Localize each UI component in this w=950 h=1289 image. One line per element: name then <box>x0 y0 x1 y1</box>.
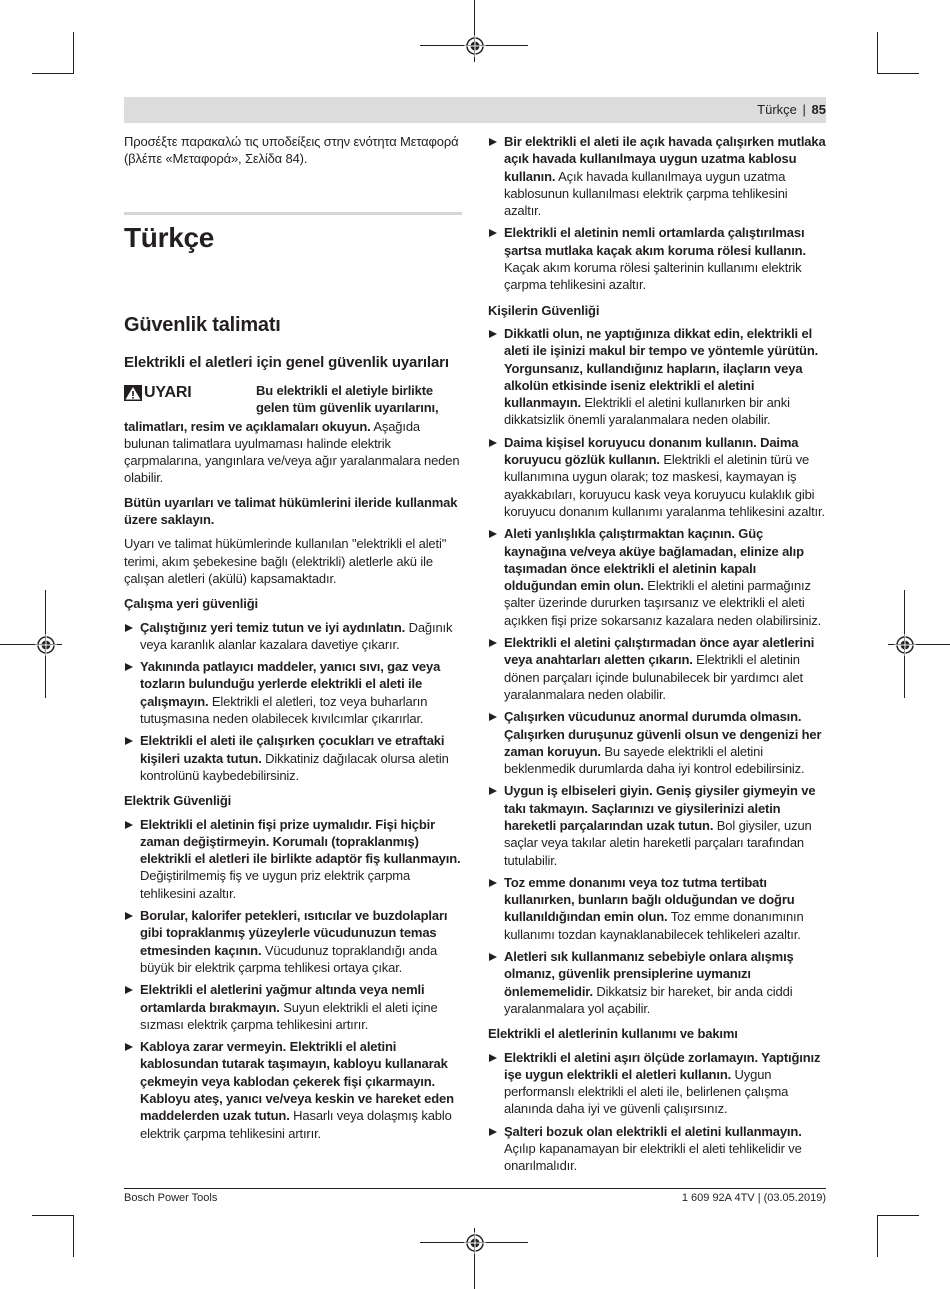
warning-triangle-icon <box>124 385 142 401</box>
general-warnings-heading: Elektrikli el aletleri için genel güvenlik uyarıları <box>124 353 449 371</box>
item-text: Değiştirilmemiş fiş ve uygun priz elektrik çarpma tehlikesini azaltır. <box>140 868 411 901</box>
item-text: Suyun elektrikli el aleti içine sızması elektrik çarpma tehlikesini artırır. <box>140 999 438 1032</box>
crop-mark <box>32 1215 74 1216</box>
list-item <box>488 708 826 777</box>
crop-mark <box>877 1215 878 1257</box>
footer-brand: Bosch Power Tools <box>124 1192 218 1204</box>
electric-heading: Elektrik Güvenliği <box>124 793 232 809</box>
usage-list <box>488 1049 826 1175</box>
registration-target-icon <box>464 1232 486 1254</box>
item-text: Kaçak akım koruma rölesi şalterinin kullanımı elektrik çarpma tehlikesini azaltır. <box>504 260 802 293</box>
electric-list-continued <box>488 133 826 294</box>
item-bold: Elektrikli el aletini aşırı ölçüde zorlamayın. Yaptığınız işe uygun elektrikli el aletleri kullanın. <box>504 1049 821 1082</box>
electric-list <box>124 816 462 1142</box>
warning-block <box>124 382 462 415</box>
language-title: Türkçe <box>124 221 215 253</box>
list-item <box>488 782 826 868</box>
crop-mark <box>877 73 919 74</box>
registration-target-icon <box>894 634 916 656</box>
list-item <box>488 1123 826 1175</box>
item-bold: Çalıştığınız yeri temiz tutun ve iyi aydınlatın. <box>140 619 406 635</box>
item-bold: Elektrikli el aleti ile çalışırken çocukları ve etraftaki kişileri uzakta tutun. <box>140 733 445 766</box>
warning-label: UYARI <box>144 383 192 401</box>
item-bold: Elektrikli el aletinin nemli ortamlarda çalıştırılması şartsa mutlaka kaçak akım koruma rölesi kullanın. <box>504 225 806 258</box>
header-band <box>124 97 826 123</box>
item-bold: Borular, kalorifer petekleri, ısıtıcılar ve buzdolapları gibi topraklanmış yüzeylerle vücudunuzun temas etmesinden kaçının. <box>140 908 448 958</box>
warning-badge <box>124 384 192 402</box>
list-item <box>488 224 826 293</box>
item-bold: Kabloya zarar vermeyin. Elektrikli el aletini kablosundan tutarak taşımayın, kabloyu kullanarak çekmeyin veya kablodan çekerek fişi çıkarmayın. Kabloyu ateş, yanıcı ve/veya keskin ve hareket eden maddelerden uzak tutun. <box>140 1039 454 1124</box>
item-text: Elektrikli el aletini kullanırken bir anki dikkatsizlik önemli yaralanmalara neden olabilir. <box>504 395 790 428</box>
warning-text <box>124 418 462 487</box>
item-text: Bu sayede elektrikli el aletini beklenmedik durumlarda daha iyi kontrol edebilirsiniz. <box>504 743 805 777</box>
personal-heading: Kişilerin Güvenliği <box>488 302 600 318</box>
item-bold: Aleti yanlışlıkla çalıştırmaktan kaçının. Güç kaynağına ve/veya aküye bağlamadan, elinize alıp taşımadan önce elektrikli el aletinin kapalı olduğundan emin olun. <box>504 526 804 594</box>
item-bold: Elektrikli el aletini çalıştırmadan önce ayar aletlerini veya anahtarları aletten çıkarın. <box>504 635 815 668</box>
usage-heading: Elektrikli el aletlerinin kullanımı ve bakımı <box>488 1026 738 1042</box>
item-bold: Yakınında patlayıcı maddeler, yanıcı sıvı, gaz veya tozların bulunduğu yerlerde elektrikli el aleti ile çalışmayın. <box>140 659 441 709</box>
greek-note: Προσέξτε παρακαλώ τις υποδείξεις στην ενότητα Μεταφορά (βλέπε «Μεταφορά», Σελίδα 84). <box>124 134 459 167</box>
item-bold: Bir elektrikli el aleti ile açık havada çalışırken mutlaka açık havada kullanılmaya uygun uzatma kablosu kullanın. <box>504 134 826 184</box>
list-item <box>124 907 462 976</box>
section-title: Güvenlik talimatı <box>124 313 281 336</box>
warning-bold-line: Bu elektrikli el aletiyle birlikte gelen tüm güvenlik uyarılarını, <box>256 382 439 415</box>
item-text: Dikkatsiz bir hareket, bir anda ciddi yaralanmalara yol açabilir. <box>504 983 793 1016</box>
list-item <box>488 874 826 943</box>
item-text: Toz emme donanımının kullanımı tozdan kaynaklanabilecek tehlikeleri azaltır. <box>504 909 804 942</box>
item-bold: Çalışırken vücudunuz anormal durumda olmasın. Çalışırken duruşunuz güvenli olsun ve dengenizi her zaman koruyun. <box>504 709 822 759</box>
list-item <box>124 658 462 727</box>
list-item <box>124 619 462 654</box>
term-definition: Uyarı ve talimat hükümlerinde kullanılan "elektrikli el aleti" terimi, akım şebekesine bağlı (elektrikli) aletlerle akü ile çalışan aletleri (akülü) kapsamaktadır. <box>124 536 447 586</box>
item-bold: Elektrikli el aletlerini yağmur altında veya nemli ortamlarda bırakmayın. <box>140 982 425 1015</box>
list-item <box>488 525 826 629</box>
item-text: Uygun performanslı elektrikli el aleti ile, belirlenen çalışma alanında daha iyi ve güvenli çalışırsınız. <box>504 1066 789 1117</box>
list-item <box>124 816 462 902</box>
workarea-heading: Çalışma yeri güvenliği <box>124 596 258 612</box>
registration-target-icon <box>35 634 57 656</box>
header-separator: | <box>802 102 806 117</box>
list-item <box>488 948 826 1017</box>
crop-mark <box>73 32 74 74</box>
keep-instructions: Bütün uyarıları ve talimat hükümlerini ileride kullanmak üzere saklayın. <box>124 494 458 528</box>
item-text: Elektrikli el aletini parmağınız şalter üzerinde dururken taşırsanız ve elektrikli el aleti açıkken fişi prize sokarsanız kazalara neden olabilirsiniz. <box>504 578 822 628</box>
section-rule <box>124 212 462 215</box>
page-number: 85 <box>811 102 826 117</box>
list-item <box>124 1038 462 1142</box>
item-bold: Daima kişisel koruyucu donanım kullanın. Daima koruyucu gözlük kullanın. <box>504 434 799 468</box>
item-bold: Aletleri sık kullanmanız sebebiyle onlara alışmış olmanız, güvenlik prensiplerine uymanızı önlememelidir. <box>504 949 794 999</box>
item-text: Açık havada kullanılmaya uygun uzatma kablosunun kullanılması elektrik çarpma tehlikesini azaltır. <box>504 168 788 219</box>
list-item <box>488 434 826 520</box>
item-text: Dağınık veya karanlık alanlar kazalara davetiye çıkarır. <box>140 619 453 652</box>
footer-docref: 1 609 92A 4TV | (03.05.2019) <box>681 1192 826 1204</box>
item-bold: Dikkatli olun, ne yaptığınıza dikkat edin, elektrikli el aleti ile işinizi makul bir tempo ve yöntemle yürütün. Yorgunsanız, kullandığınız hapların, ilaçların veya alkolün etkisinde iseniz elektrikli el aletini kullanmayın. <box>504 325 819 411</box>
item-text: Elektrikli el aletleri, toz veya buharların tutuşmasına neden olabilecek kıvılcımlar çıkarırlar. <box>140 693 428 727</box>
warning-bold-cont: talimatları, resim ve açıklamaları okuyun. <box>124 418 371 434</box>
item-text: Elektrikli el aletinin türü ve kullanımına uygun olarak; toz maskesi, kaymayan iş ayakkabıları, koruyucu kask veya koruyucu kulaklık gibi koruyucu donanım kullanımı yaralanma tehlikesini azaltır. <box>504 452 825 519</box>
item-text: Açılıp kapanamayan bir elektrikli el aleti tehlikelidir ve onarılmalıdır. <box>504 1141 802 1174</box>
list-item <box>488 325 826 429</box>
crop-mark <box>877 32 878 74</box>
crop-mark <box>73 1215 74 1257</box>
list-item <box>488 634 826 703</box>
list-item <box>124 732 462 784</box>
crop-mark <box>32 73 74 74</box>
item-bold: Uygun iş elbiseleri giyin. Geniş giysiler giymeyin ve takı takmayın. Saçlarınızı ve giysilerinizi aletin hareketli parçalarından uzak tutun. <box>504 783 816 833</box>
item-text: Elektrikli el aletinin dönen parçaları içinde bulunabilecek bir yardımcı alet yaralanmalara neden olabilir. <box>504 652 804 702</box>
item-bold: Şalteri bozuk olan elektrikli el aletini kullanmayın. <box>504 1123 802 1139</box>
header-language: Türkçe <box>757 102 797 117</box>
personal-list <box>488 325 826 1017</box>
item-text: Hasarlı veya dolaşmış kablo elektrik çarpma tehlikesini artırır. <box>140 1108 452 1141</box>
list-item <box>124 981 462 1033</box>
list-item <box>488 1049 826 1118</box>
item-text: Vücudunuz topraklandığı anda büyük bir elektrik çarpma tehlikesi ortaya çıkar. <box>140 942 438 975</box>
item-bold: Toz emme donanımı veya toz tutma tertibatı kullanırken, bunların bağlı olduğundan ve doğru kullanıldığından emin olun. <box>504 874 795 925</box>
page-header <box>757 102 826 117</box>
item-text: Bol giysiler, uzun saçlar veya takılar aletin hareketli parçaları tarafından tutulabilir. <box>504 817 812 868</box>
right-column <box>488 133 826 1182</box>
left-column <box>124 133 462 1149</box>
item-text: Dikkatiniz dağılacak olursa aletin kontrolünü kaybedebilirsiniz. <box>140 750 449 783</box>
registration-target-icon <box>464 35 486 57</box>
workarea-list <box>124 619 462 785</box>
list-item <box>488 133 826 219</box>
crop-mark <box>877 1215 919 1216</box>
footer-rule <box>124 1188 826 1189</box>
item-bold: Elektrikli el aletinin fişi prize uymalıdır. Fişi hiçbir zaman değiştirmeyin. Korumalı (topraklanmış) elektrikli el aletleri ile birlikte adaptör fiş kullanmayın. <box>140 816 461 867</box>
warning-body: Aşağıda bulunan talimatlara uyulmaması halinde elektrik çarpmalarına, yangınlara ve/veya ağır yaralanmalara neden olabilir. <box>124 418 460 486</box>
